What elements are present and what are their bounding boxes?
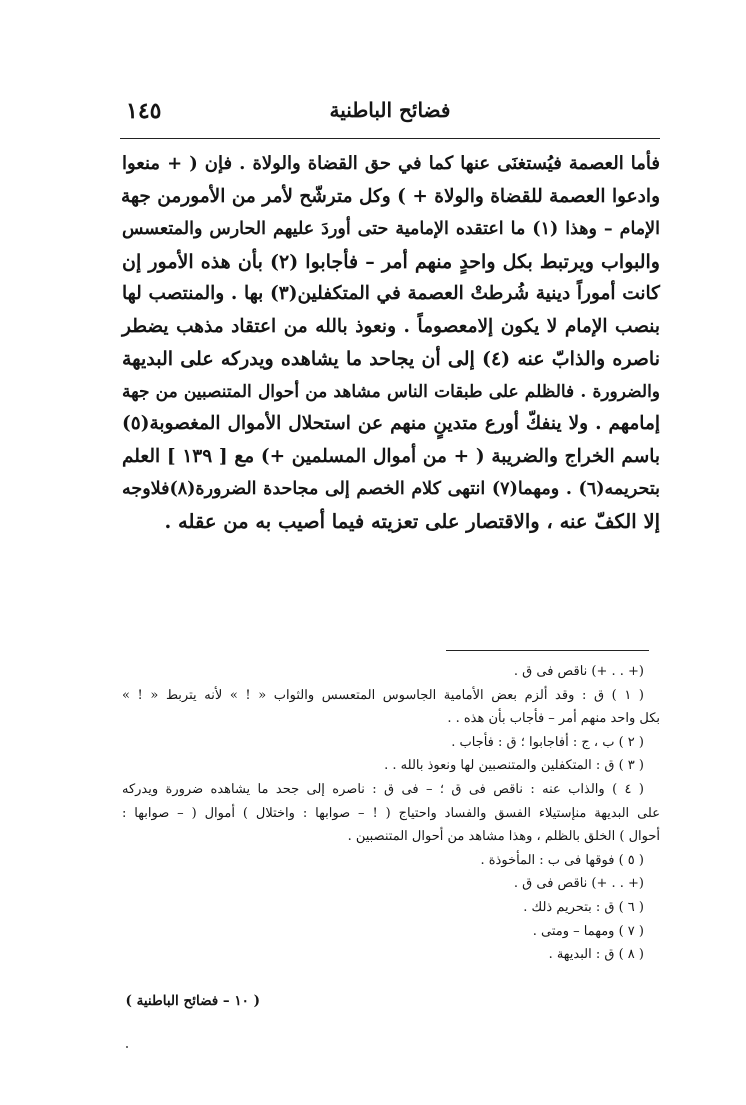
- footnote-line: ( ١ ) ق : وقد ألزم بعض الأمامية الجاسوس المتعسس والثواب « ! » لأنه يتربط « ! »: [122, 687, 644, 703]
- text-line: إمامهم . ولا ينفكّ أورع متدينٍ منهم عن استحلال الأموال المغصوبة(٥): [122, 413, 660, 434]
- text-line: ناصره والذابّ عنه (٤) إلى أن يجاحد ما يشاهده ويدركه على البديهة: [122, 348, 661, 370]
- footnote-line: بكل واحد منهم أمر – فأجاب بأن هذه . .: [447, 711, 660, 727]
- footnote-line: ( ٥ ) فوقها فى ب : المأخوذة .: [480, 852, 644, 868]
- footnote-line: ( ٢ ) ب ، ج : أفاجابوا ؛ ق : فأجاب .: [451, 734, 644, 750]
- footnotes: [122, 660, 660, 967]
- text-line: كانت أموراً دينية شُرطتْ العصمة في المتكفلين(٣) بها . والمنتصب لها: [122, 283, 660, 304]
- text-line: الإمام – وهذا (١) ما اعتقده الإمامية حتى أوردَ عليهم الحارس والمتعسس: [122, 219, 660, 239]
- text-line: بتحريمه(٦) . ومهما(٧) انتهى كلام الخصم إلى مجاحدة الضرورة(٨)فلاوجه: [122, 479, 660, 499]
- text-line: والضرورة . فالظلم على طبقات الناس مشاهد من أحوال المتنصبين من جهة: [122, 381, 660, 402]
- footnote-line: ( ٤ ) والذاب عنه : ناقص فى ق ؛ – فى ق : ناصره إلى جحد ما يشاهده ضرورة ويدركه: [122, 781, 644, 797]
- text-line: والبواب ويرتبط بكل واحدٍ منهم أمر – فأجابوا (٢) بأن هذه الأمور إن: [122, 250, 660, 273]
- main-text: [122, 148, 660, 538]
- page-number: ١٤٥: [126, 98, 162, 124]
- page-header: [120, 96, 660, 136]
- footnote-line: أحوال ) الخلق بالظلم ، وهذا مشاهد من أحوال المتنصبين .: [347, 829, 660, 845]
- text-line: فأما العصمة فيُستغنَى عنها كما في حق القضاة والولاة . فإن ( + منعوا: [122, 153, 660, 174]
- signature-mark: ( ١٠ – فضائح الباطنية ): [125, 993, 260, 1009]
- footnote-line: على البديهة منإستيلاء الفسق والفساد واحتياج ( ! – صوابها : واختلال ) أموال ( – صوابها :: [122, 805, 660, 821]
- footnote-line: ( ٣ ) ق : المتكفلين والمتنصبين لها ونعوذ بالله . .: [384, 758, 644, 774]
- running-title: فضائح الباطنية: [329, 98, 451, 122]
- footnote-line: ( ٧ ) ومهما – ومتى .: [532, 923, 644, 939]
- page-speck: [126, 1046, 128, 1048]
- text-line: باسم الخراج والضريبة ( + من أموال المسلمين +) مع [ ١٣٩ ] العلم: [122, 445, 660, 467]
- footnote-line: (+ . . +) ناقص فى ق .: [513, 664, 644, 679]
- header-rule: [120, 138, 660, 139]
- footnote-line: ( ٦ ) ق : بتحريم ذلك .: [523, 899, 644, 915]
- text-line: إلا الكفّ عنه ، والاقتصار على تعزيته فيما أصيب به من عقله .: [164, 509, 660, 533]
- text-line: بنصب الإمام لا يكون إلامعصوماً . ونعوذ بالله من اعتقاد مذهب يضطر: [122, 315, 660, 337]
- footnote-line: ( ٨ ) ق : البديهة .: [548, 947, 644, 963]
- footnote-line: (+ . . +) ناقص فى ق .: [513, 876, 644, 892]
- footnote-rule: [446, 650, 649, 651]
- text-line: وادعوا العصمة للقضاة والولاة + ) وكل مترشّح لأمر من الأمورمن جهة: [120, 185, 660, 207]
